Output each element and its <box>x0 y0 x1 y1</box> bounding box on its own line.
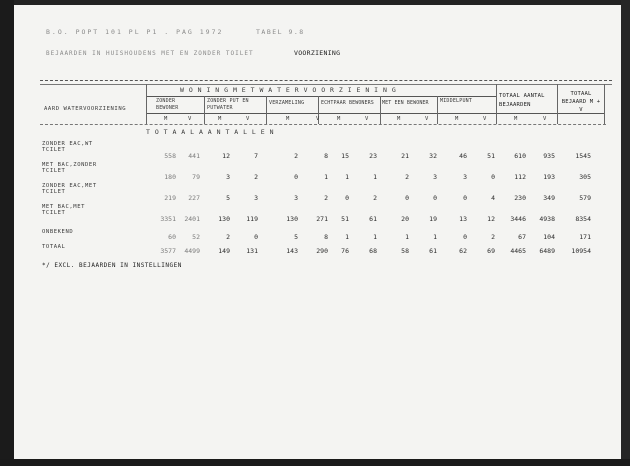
col-header-aard: AARD WATERVOORZIENING <box>44 106 127 112</box>
subheader-m: M <box>286 116 290 122</box>
table-cell: 0 <box>463 194 467 202</box>
table-cell: 227 <box>188 194 200 202</box>
subheader-v: V <box>425 116 429 122</box>
header-voorziening: VOORZIENING <box>294 49 341 57</box>
header-line1: B.O. POPT 101 PL P1 . PAG 1972 <box>46 28 224 36</box>
table-cell: 4938 <box>539 215 555 223</box>
scan-top-border <box>0 0 630 5</box>
scan-bottom-border <box>0 459 630 466</box>
table-cell: 149 <box>218 247 230 255</box>
table-cell: 2 <box>491 233 495 241</box>
col-divider <box>557 84 558 124</box>
group-header-2: VERZAMELING <box>269 100 305 106</box>
subheader-v: V <box>188 116 192 122</box>
table-cell: 935 <box>543 152 555 160</box>
table-cell: 13 <box>459 215 467 223</box>
col-divider <box>266 96 267 124</box>
table-cell: 20 <box>401 215 409 223</box>
scan-left-border <box>0 0 14 466</box>
table-cell: 2 <box>324 194 328 202</box>
row-label: ZONDER EAC,MET TCILET <box>42 183 97 195</box>
table-cell: 3 <box>433 173 437 181</box>
group-header-4: MET EEN BEWONER <box>382 100 429 106</box>
group-header-0: ZONDER BEWONER <box>156 98 179 111</box>
table-cell: 290 <box>316 247 328 255</box>
row-label: MET BAC,ZONDER TCILET <box>42 162 97 174</box>
table-cell: 441 <box>188 152 200 160</box>
table-cell: 79 <box>192 173 200 181</box>
table-cell: 6489 <box>539 247 555 255</box>
table-cell: 0 <box>254 233 258 241</box>
table-cell: 3 <box>463 173 467 181</box>
table-cell: 3 <box>226 173 230 181</box>
table-cell: 62 <box>459 247 467 255</box>
col-divider <box>604 84 605 124</box>
subheader-rule <box>146 113 604 114</box>
table-cell: 3351 <box>160 215 176 223</box>
table-cell: 104 <box>543 233 555 241</box>
table-cell: 143 <box>286 247 298 255</box>
subheader-m: M <box>514 116 518 122</box>
table-cell: 610 <box>514 152 526 160</box>
table-cell: 12 <box>222 152 230 160</box>
table-cell: 23 <box>369 152 377 160</box>
col-divider <box>380 96 381 124</box>
table-cell: 4 <box>491 194 495 202</box>
table-cell: 1 <box>324 173 328 181</box>
table-cell: 2 <box>373 194 377 202</box>
col-header-totaal-bejaarden: TOTAAL AANTAL BEJAARDEN <box>499 93 545 108</box>
subheader-m: M <box>397 116 401 122</box>
header-line2: BEJAARDEN IN HUISHOUDENS MET EN ZONDER TOILET <box>46 50 254 57</box>
table-cell: 1 <box>345 233 349 241</box>
table-cell: 19 <box>429 215 437 223</box>
table-cell: 271 <box>316 215 328 223</box>
table-cell: 112 <box>514 173 526 181</box>
group-title: W O N I N G M E T W A T E R V O O R Z I E N I N G <box>180 86 397 94</box>
table-cell: 51 <box>341 215 349 223</box>
table-cell: 7 <box>254 152 258 160</box>
table-cell: 130 <box>286 215 298 223</box>
table-cell: 61 <box>429 247 437 255</box>
table-cell: 58 <box>401 247 409 255</box>
table-cell: 0 <box>405 194 409 202</box>
footnote: */ EXCL. BEJAARDEN IN INSTELLINGEN <box>42 262 182 269</box>
table-cell: 15 <box>341 152 349 160</box>
table-cell: 5 <box>226 194 230 202</box>
table-cell: 68 <box>369 247 377 255</box>
col-header-totaal-bejaard-mv: TOTAAL BEJAARD M + V <box>561 91 601 113</box>
table-cell: 3446 <box>510 215 526 223</box>
table-cell: 171 <box>579 233 591 241</box>
table-cell: 76 <box>341 247 349 255</box>
col-divider <box>204 96 205 124</box>
table-cell: 558 <box>164 152 176 160</box>
group-header-3: ECHTPAAR BEWONERS <box>321 100 374 106</box>
subheader-v: V <box>543 116 547 122</box>
row-label: MET BAC,MET TCILET <box>42 204 86 216</box>
table-cell: 46 <box>459 152 467 160</box>
table-cell: 1 <box>433 233 437 241</box>
table-cell: 230 <box>514 194 526 202</box>
table-cell: 3 <box>254 194 258 202</box>
table-cell: 2 <box>254 173 258 181</box>
table-cell: 0 <box>491 173 495 181</box>
table-cell: 2 <box>405 173 409 181</box>
table-cell: 130 <box>218 215 230 223</box>
table-cell: 8 <box>324 152 328 160</box>
table-cell: 193 <box>543 173 555 181</box>
subheader-v: V <box>365 116 369 122</box>
table-cell: 60 <box>168 233 176 241</box>
totaal-aantallen-label: T O T A A L A A N T A L L E N <box>146 128 274 136</box>
table-cell: 69 <box>487 247 495 255</box>
subheader-m: M <box>337 116 341 122</box>
table-cell: 61 <box>369 215 377 223</box>
table-cell: 1 <box>345 173 349 181</box>
table-cell: 8354 <box>575 215 591 223</box>
subheader-m: M <box>218 116 222 122</box>
subheader-m: M <box>455 116 459 122</box>
row-label: ZONDER EAC,WT TCILET <box>42 141 93 153</box>
table-cell: 119 <box>246 215 258 223</box>
table-cell: 1545 <box>575 152 591 160</box>
table-cell: 1 <box>405 233 409 241</box>
subheader-m: M <box>164 116 168 122</box>
table-cell: 12 <box>487 215 495 223</box>
table-cell: 0 <box>433 194 437 202</box>
table-cell: 0 <box>463 233 467 241</box>
row-label: TOTAAL <box>42 244 66 250</box>
subheader-v: V <box>483 116 487 122</box>
table-cell: 0 <box>345 194 349 202</box>
col-divider <box>496 84 497 124</box>
document-page <box>14 4 624 460</box>
table-cell: 219 <box>164 194 176 202</box>
table-cell: 21 <box>401 152 409 160</box>
table-cell: 1 <box>373 233 377 241</box>
table-cell: 0 <box>294 173 298 181</box>
col-divider <box>146 84 147 124</box>
table-cell: 5 <box>294 233 298 241</box>
header-bottom-rule <box>40 124 606 125</box>
table-cell: 4465 <box>510 247 526 255</box>
table-cell: 579 <box>579 194 591 202</box>
table-cell: 305 <box>579 173 591 181</box>
group-header-1: ZONDER PUT EN PUTWATER <box>207 98 249 111</box>
table-cell: 3577 <box>160 247 176 255</box>
header-tabel: TABEL 9.8 <box>256 28 305 36</box>
table-cell: 52 <box>192 233 200 241</box>
table-top-rule <box>40 80 612 81</box>
col-divider <box>437 96 438 124</box>
table-cell: 4499 <box>184 247 200 255</box>
table-top-rule-2 <box>40 84 612 85</box>
table-cell: 51 <box>487 152 495 160</box>
table-cell: 32 <box>429 152 437 160</box>
table-cell: 180 <box>164 173 176 181</box>
table-cell: 2 <box>226 233 230 241</box>
table-cell: 1 <box>373 173 377 181</box>
table-cell: 349 <box>543 194 555 202</box>
row-label: ONBEKEND <box>42 229 74 235</box>
group-header-5: MIDDELPUNT <box>440 98 473 104</box>
group-header-rule <box>146 96 496 97</box>
table-cell: 10954 <box>571 247 591 255</box>
table-cell: 2 <box>294 152 298 160</box>
table-cell: 3 <box>294 194 298 202</box>
table-cell: 2401 <box>184 215 200 223</box>
table-cell: 8 <box>324 233 328 241</box>
subheader-v: V <box>246 116 250 122</box>
table-cell: 131 <box>246 247 258 255</box>
table-cell: 67 <box>518 233 526 241</box>
scan-right-border <box>621 0 630 466</box>
subheader-v: V <box>316 116 320 122</box>
